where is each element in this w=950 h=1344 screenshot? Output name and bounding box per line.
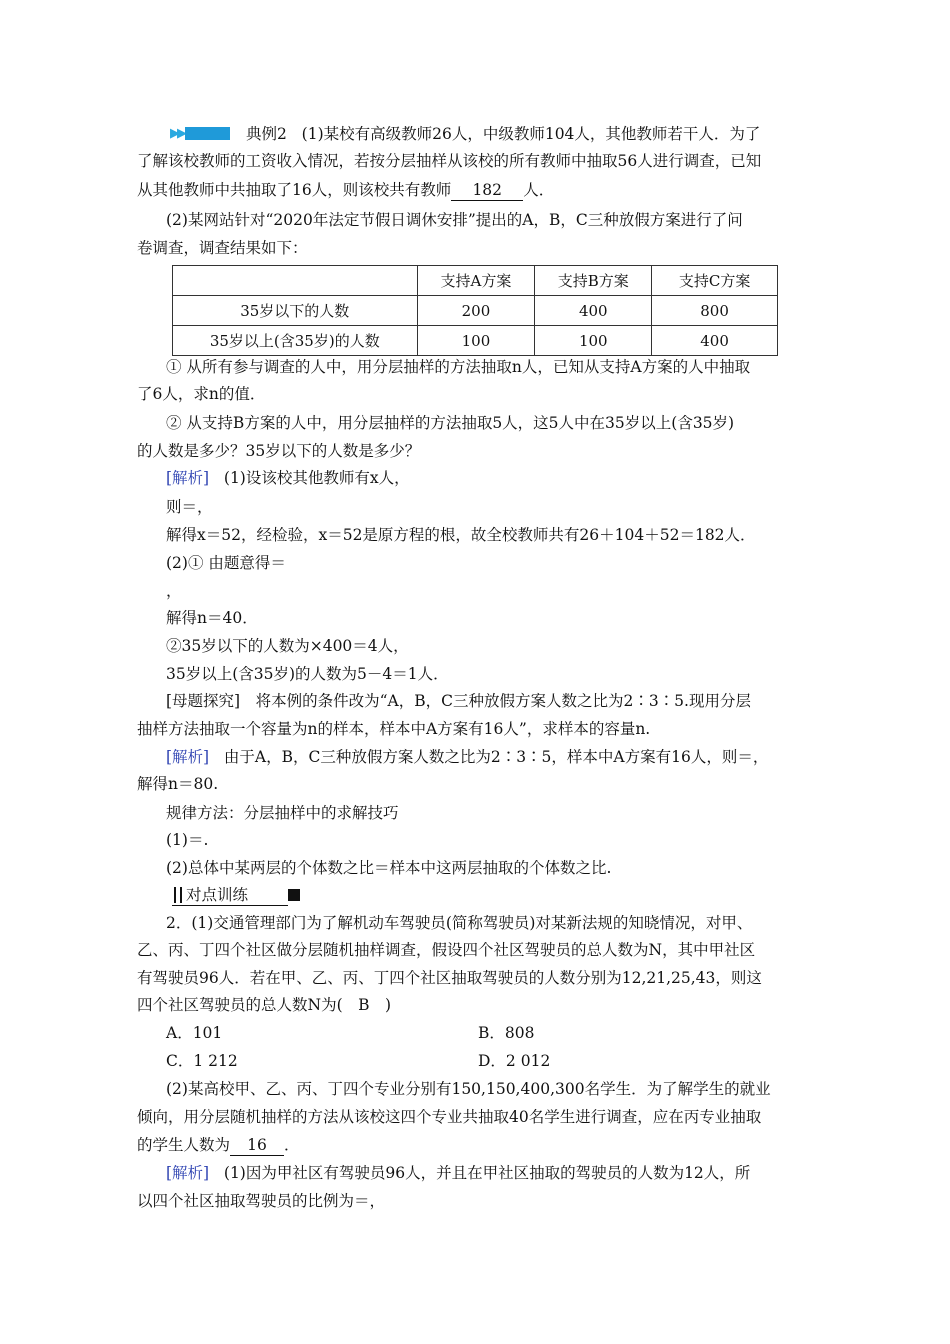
analysis-line-3: 解得x＝52，经检验，x＝52是原方程的根，故全校教师共有26＋104＋52＝182人． [166,526,756,544]
analysis2-line-2: 解得n＝80. [137,775,219,793]
exercise-line-4: 四个社区驾驶员的总人数N为( B ) [137,996,392,1014]
analysis3-line-2: 以四个社区抽取驾驶员的比例为＝， [137,1192,386,1210]
analysis-line-1: [解析] (1)设该校其他教师有x人， [166,469,410,487]
method-line-2: (2)总体中某两层的个体数之比＝样本中这两层抽取的个体数之比. [166,859,612,877]
question-1-line-1: ① 从所有参与调查的人中，用分层抽样的方法抽取n人，已知从支持A方案的人中抽取 [166,358,751,376]
method-title: 规律方法：分层抽样中的求解技巧 [166,804,399,822]
exercise2-line-1: (2)某高校甲、乙、丙、丁四个专业分别有150,150,400,300名学生．为了解学生的就业 [166,1080,771,1098]
table-row [173,326,778,356]
table-cell: 100 [535,326,652,356]
method-line-1: (1)＝. [166,831,209,849]
training-heading [172,884,300,906]
example-marker-icon: ▶▶ [170,127,230,141]
question-1-line-2: 了6人，求n的值． [137,385,266,403]
exercise-line-3: 有驾驶员96人．若在甲、乙、丙、丁四个社区抽取驾驶员的人数分别为12,21,25,43，则这 [137,969,762,987]
table-row [173,296,778,326]
analysis-line-6: 解得n＝40． [166,609,258,627]
exercise-line-1: 2．(1)交通管理部门为了解机动车驾驶员(简称驾驶员)对某新法规的知晓情况，对甲、 [166,914,753,932]
question-2-line-2: 的人数是多少？35岁以下的人数是多少？ [137,442,421,460]
analysis-tag: [解析] [166,469,210,487]
answer-blank: 16 [230,1135,284,1156]
table-cell: 200 [417,296,535,326]
option-b: B．808 [478,1024,535,1042]
survey-table [172,265,778,356]
square-icon [288,889,300,901]
option-d: D．2 012 [478,1052,551,1070]
analysis-line-2: 则＝， [166,498,213,516]
table-cell: 100 [417,326,535,356]
example-line-3: 从其他教师中共抽取了16人，则该校共有教师 182 人． [137,181,555,199]
question-2-line-1: ② 从支持B方案的人中，用分层抽样的方法抽取5人，这5人中在35岁以上(含35岁) [166,414,735,432]
table-cell: 35岁以下的人数 [173,296,418,326]
exercise-line-2: 乙、丙、丁四个社区做分层随机抽样调查，假设四个社区驾驶员的总人数为N，其中甲社区 [137,941,756,959]
table-header-cell: 支持A方案 [417,266,535,296]
answer-blank: 182 [451,180,523,201]
exercise2-line-2: 倾向，用分层随机抽样的方法从该校这四个专业共抽取40名学生进行调查，应在丙专业抽取 [137,1108,762,1126]
example-part2-line-1: (2)某网站针对“2020年法定节假日调休安排”提出的A，B，C三种放假方案进行了问 [166,211,743,229]
exercise2-line-3: 的学生人数为 16 ． [137,1136,300,1154]
analysis-line-4: (2)① 由题意得＝ [166,554,286,572]
analysis-line-5: ， [166,582,182,600]
analysis2-line-1: [解析] 由于A，B，C三种放假方案人数之比为2∶3∶5，样本中A方案有16人，则＝， [166,748,769,766]
example-label: 典例2 [246,125,287,143]
analysis-tag: [解析] [166,1164,210,1182]
example-part2-line-2: 卷调查，调查结果如下： [137,239,308,257]
table-cell: 35岁以上(含35岁)的人数 [173,326,418,356]
option-c: C．1 212 [166,1052,238,1070]
example-line-2: 了解该校教师的工资收入情况，若按分层抽样从该校的所有教师中抽取56人进行调查，已知 [137,152,762,170]
table-cell: 400 [535,296,652,326]
table-header-cell [173,266,418,296]
table-header-cell: 支持B方案 [535,266,652,296]
analysis-tag: [解析] [166,748,210,766]
explore-line-1: [母题探究] 将本例的条件改为“A，B，C三种放假方案人数之比为2∶3∶5.现用分层 [166,692,751,710]
option-a: A．101 [166,1024,223,1042]
analysis3-line-1: [解析] (1)因为甲社区有驾驶员96人，并且在甲社区抽取的驾驶员的人数为12人，所 [166,1164,751,1182]
table-cell: 800 [652,296,778,326]
analysis-line-7: ②35岁以下的人数为×400＝4人， [166,637,409,655]
table-header-cell: 支持C方案 [652,266,778,296]
example-line-1: 典例2 (1)某校有高级教师26人，中级教师104人，其他教师若干人．为了 [246,125,761,143]
explore-line-2: 抽样方法抽取一个容量为n的样本，样本中A方案有16人”，求样本的容量n. [137,720,651,738]
table-header-row [173,266,778,296]
table-cell: 400 [652,326,778,356]
analysis-line-8: 35岁以上(含35岁)的人数为5－4＝1人． [166,665,449,683]
training-label: 对点训练 [186,886,249,904]
